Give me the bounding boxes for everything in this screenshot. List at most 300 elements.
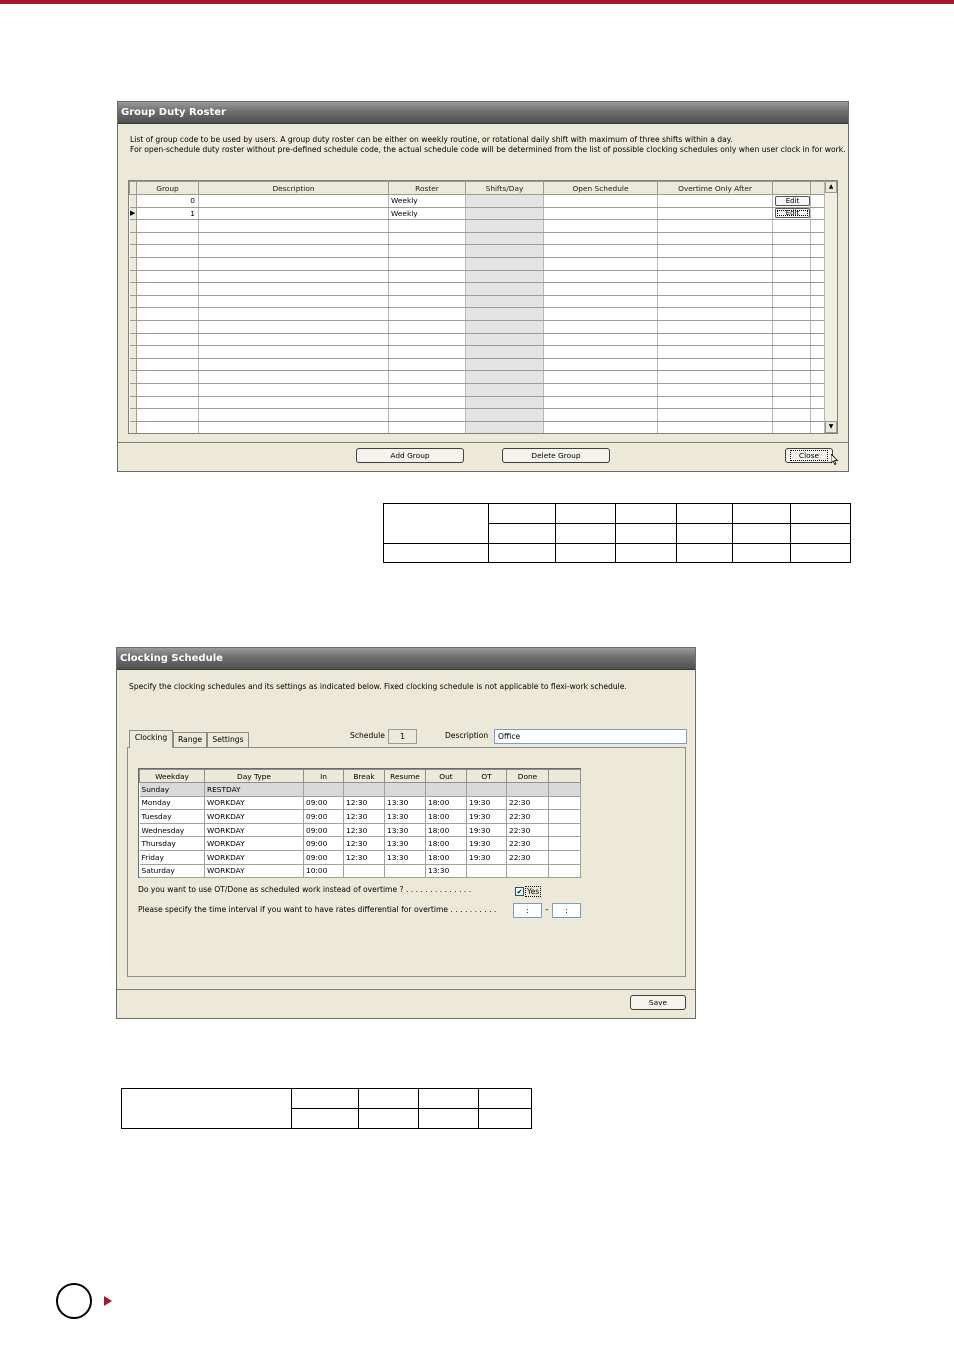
empty-cell[interactable]	[130, 245, 137, 258]
empty-cell[interactable]	[137, 283, 199, 296]
empty-cell[interactable]	[137, 220, 199, 233]
cell-group[interactable]: 0	[137, 195, 199, 208]
cell-roster[interactable]: Weekly	[389, 207, 466, 220]
empty-cell[interactable]	[544, 257, 658, 270]
empty-cell[interactable]	[658, 358, 773, 371]
empty-row[interactable]	[130, 270, 826, 283]
empty-cell[interactable]	[389, 308, 466, 321]
empty-row[interactable]	[130, 283, 826, 296]
blank-table-2	[121, 1088, 532, 1129]
empty-cell[interactable]	[130, 220, 137, 233]
empty-cell[interactable]	[658, 283, 773, 296]
empty-cell[interactable]	[137, 270, 199, 283]
empty-cell[interactable]	[137, 333, 199, 346]
empty-cell[interactable]	[544, 371, 658, 384]
empty-cell[interactable]	[466, 232, 544, 245]
empty-cell[interactable]	[658, 320, 773, 333]
cell-out[interactable]	[426, 783, 467, 797]
blank-cell	[556, 524, 616, 544]
cell-day-type[interactable]: WORKDAY	[205, 796, 304, 810]
empty-cell[interactable]	[199, 409, 389, 422]
empty-cell[interactable]	[199, 245, 389, 258]
empty-cell[interactable]	[199, 346, 389, 359]
empty-cell[interactable]	[658, 220, 773, 233]
row-selector-header	[130, 182, 137, 195]
schedule-field: 1	[388, 729, 417, 744]
cell-out[interactable]: 18:00	[426, 850, 467, 864]
empty-cell[interactable]	[658, 308, 773, 321]
cell-done[interactable]: 22:30	[507, 823, 549, 837]
blank-cell	[489, 544, 556, 563]
cell-break[interactable]	[344, 783, 385, 797]
empty-cell[interactable]	[466, 371, 544, 384]
empty-cell[interactable]	[466, 308, 544, 321]
cell-overtime-only-after[interactable]	[658, 195, 773, 208]
empty-cell[interactable]	[137, 396, 199, 409]
cell-out[interactable]: 18:00	[426, 837, 467, 851]
empty-cell[interactable]	[544, 320, 658, 333]
empty-cell[interactable]	[466, 295, 544, 308]
empty-cell[interactable]	[389, 232, 466, 245]
cell-weekday[interactable]: Tuesday	[140, 810, 205, 824]
cell-break[interactable]: 12:30	[344, 796, 385, 810]
cell-break[interactable]: 12:30	[344, 850, 385, 864]
column-header-description[interactable]: Description	[199, 182, 389, 195]
empty-cell[interactable]	[130, 270, 137, 283]
cell-filler	[549, 837, 581, 851]
empty-cell[interactable]	[466, 333, 544, 346]
cell-open-schedule[interactable]	[544, 207, 658, 220]
empty-cell[interactable]	[137, 371, 199, 384]
table-row[interactable]	[140, 823, 581, 837]
empty-cell[interactable]	[389, 333, 466, 346]
empty-cell[interactable]	[389, 383, 466, 396]
empty-cell[interactable]	[137, 308, 199, 321]
cell-done[interactable]	[507, 783, 549, 797]
empty-cell[interactable]	[137, 245, 199, 258]
clocking-schedule-table	[139, 769, 581, 878]
empty-cell[interactable]	[389, 320, 466, 333]
cell-day-type[interactable]: RESTDAY	[205, 783, 304, 797]
empty-cell[interactable]	[658, 383, 773, 396]
empty-row[interactable]	[130, 421, 826, 434]
blank-cell	[292, 1109, 359, 1129]
cell-day-type[interactable]: WORKDAY	[205, 850, 304, 864]
empty-cell[interactable]	[544, 295, 658, 308]
arrow-right-icon	[104, 1296, 112, 1306]
column-header-break: Break	[344, 770, 385, 783]
empty-cell[interactable]	[130, 295, 137, 308]
empty-cell[interactable]	[773, 396, 811, 409]
column-header-roster[interactable]: Roster	[389, 182, 466, 195]
row-selector[interactable]	[130, 195, 137, 208]
empty-cell[interactable]	[130, 257, 137, 270]
cell-open-schedule[interactable]	[544, 195, 658, 208]
empty-cell[interactable]	[199, 396, 389, 409]
empty-cell[interactable]	[199, 333, 389, 346]
cell-day-type[interactable]: WORKDAY	[205, 837, 304, 851]
empty-cell[interactable]	[389, 409, 466, 422]
empty-cell[interactable]	[544, 308, 658, 321]
empty-row[interactable]	[130, 409, 826, 422]
empty-row[interactable]	[130, 220, 826, 233]
cell-resume[interactable]: 13:30	[385, 837, 426, 851]
scroll-down-icon[interactable]: ▼	[825, 421, 837, 433]
empty-cell[interactable]	[137, 409, 199, 422]
empty-cell[interactable]	[658, 421, 773, 434]
column-header-shifts-day[interactable]: Shifts/Day	[466, 182, 544, 195]
empty-cell[interactable]	[199, 421, 389, 434]
empty-cell[interactable]	[389, 358, 466, 371]
blank-cell	[489, 504, 556, 524]
empty-cell[interactable]	[544, 421, 658, 434]
description-field[interactable]: Office	[494, 729, 687, 744]
cell-ot[interactable]: 19:30	[467, 823, 507, 837]
empty-row[interactable]	[130, 308, 826, 321]
cell-out[interactable]: 18:00	[426, 810, 467, 824]
empty-cell[interactable]	[130, 333, 137, 346]
empty-cell[interactable]	[544, 409, 658, 422]
cell-resume[interactable]	[385, 864, 426, 878]
empty-cell[interactable]	[130, 396, 137, 409]
empty-cell[interactable]	[389, 283, 466, 296]
add-group-button[interactable]: Add Group	[356, 448, 464, 463]
empty-cell[interactable]	[199, 270, 389, 283]
grid-header-row	[130, 182, 826, 195]
blank-cell	[677, 524, 733, 544]
cell-filler	[549, 810, 581, 824]
table-row[interactable]	[140, 837, 581, 851]
column-header-weekday: Weekday	[140, 770, 205, 783]
cell-weekday[interactable]: Saturday	[140, 864, 205, 878]
empty-cell[interactable]	[389, 245, 466, 258]
empty-row[interactable]	[130, 257, 826, 270]
empty-cell[interactable]	[199, 257, 389, 270]
tab-range[interactable]: Range	[173, 732, 207, 748]
blank-cell	[791, 504, 851, 524]
cell-in[interactable]: 09:00	[304, 850, 344, 864]
cell-filler	[549, 864, 581, 878]
save-button[interactable]: Save	[630, 995, 686, 1010]
empty-cell[interactable]	[658, 232, 773, 245]
empty-cell[interactable]	[773, 409, 811, 422]
empty-cell[interactable]	[658, 396, 773, 409]
empty-cell[interactable]	[658, 295, 773, 308]
cell-resume[interactable]: 13:30	[385, 796, 426, 810]
cell-ot[interactable]: 19:30	[467, 796, 507, 810]
cell-group[interactable]: 1	[137, 207, 199, 220]
cell-done[interactable]: 22:30	[507, 850, 549, 864]
empty-cell[interactable]	[773, 383, 811, 396]
empty-cell[interactable]	[466, 283, 544, 296]
empty-cell[interactable]	[137, 257, 199, 270]
empty-cell[interactable]	[773, 283, 811, 296]
empty-cell[interactable]	[389, 257, 466, 270]
empty-cell[interactable]	[658, 371, 773, 384]
cell-resume[interactable]: 13:30	[385, 823, 426, 837]
cell-done[interactable]	[507, 864, 549, 878]
cell-ot[interactable]	[467, 864, 507, 878]
empty-cell[interactable]	[773, 220, 811, 233]
empty-cell[interactable]	[466, 396, 544, 409]
empty-cell[interactable]	[199, 320, 389, 333]
blank-cell	[359, 1089, 419, 1109]
table-row[interactable]	[140, 810, 581, 824]
clocking-schedule-grid[interactable]	[138, 768, 581, 878]
empty-row[interactable]	[130, 383, 826, 396]
empty-cell[interactable]	[130, 346, 137, 359]
cell-resume[interactable]	[385, 783, 426, 797]
roster-description-line-1: List of group code to be used by users. A group duty roster can be either on weekly routine, or rotational daily shift with maximum of three shifts within a day.	[130, 135, 733, 144]
empty-row[interactable]	[130, 320, 826, 333]
cell-in[interactable]: 09:00	[304, 823, 344, 837]
empty-cell[interactable]	[199, 371, 389, 384]
mouse-cursor-icon	[831, 454, 839, 465]
empty-cell[interactable]	[773, 270, 811, 283]
column-header-group[interactable]: Group	[137, 182, 199, 195]
cell-ot[interactable]: 19:30	[467, 850, 507, 864]
cell-in[interactable]: 09:00	[304, 837, 344, 851]
column-header-overtime-only-after[interactable]: Overtime Only After	[658, 182, 773, 195]
cell-ot[interactable]	[467, 783, 507, 797]
table-row[interactable]	[140, 783, 581, 797]
empty-cell[interactable]	[658, 257, 773, 270]
cell-weekday[interactable]: Wednesday	[140, 823, 205, 837]
empty-cell[interactable]	[544, 333, 658, 346]
empty-cell[interactable]	[544, 270, 658, 283]
cell-ot[interactable]: 19:30	[467, 810, 507, 824]
empty-row[interactable]	[130, 371, 826, 384]
cell-done[interactable]: 22:30	[507, 837, 549, 851]
cell-break[interactable]: 12:30	[344, 810, 385, 824]
cell-done[interactable]: 22:30	[507, 796, 549, 810]
cell-resume[interactable]: 13:30	[385, 810, 426, 824]
edit-button[interactable]: Edit	[775, 208, 810, 218]
empty-cell[interactable]	[137, 295, 199, 308]
empty-cell[interactable]	[773, 333, 811, 346]
cell-day-type[interactable]: WORKDAY	[205, 810, 304, 824]
empty-cell[interactable]	[130, 358, 137, 371]
empty-cell[interactable]	[137, 346, 199, 359]
empty-cell[interactable]	[137, 320, 199, 333]
vertical-scrollbar[interactable]	[824, 181, 837, 433]
clocking-schedule-window	[116, 647, 696, 1019]
blank-cell	[384, 544, 489, 563]
empty-cell[interactable]	[199, 295, 389, 308]
column-header-open-schedule[interactable]: Open Schedule	[544, 182, 658, 195]
blank-table-1	[383, 503, 851, 563]
cell-ot[interactable]: 19:30	[467, 837, 507, 851]
interval-from-input[interactable]: :	[513, 903, 542, 918]
interval-separator: –	[545, 905, 549, 914]
empty-cell[interactable]	[199, 283, 389, 296]
edit-button[interactable]: Edit	[775, 196, 810, 206]
empty-cell[interactable]	[773, 358, 811, 371]
empty-row[interactable]	[130, 346, 826, 359]
cell-roster[interactable]: Weekly	[389, 195, 466, 208]
empty-cell[interactable]	[658, 346, 773, 359]
top-rule	[0, 0, 954, 4]
empty-cell[interactable]	[389, 371, 466, 384]
empty-cell[interactable]	[773, 371, 811, 384]
empty-cell[interactable]	[389, 220, 466, 233]
cell-in[interactable]: 09:00	[304, 810, 344, 824]
empty-cell[interactable]	[130, 421, 137, 434]
cell-action	[773, 195, 811, 208]
empty-row[interactable]	[130, 333, 826, 346]
empty-cell[interactable]	[466, 257, 544, 270]
empty-cell[interactable]	[544, 220, 658, 233]
empty-cell[interactable]	[389, 270, 466, 283]
empty-cell[interactable]	[389, 396, 466, 409]
empty-cell[interactable]	[544, 346, 658, 359]
empty-row[interactable]	[130, 232, 826, 245]
empty-cell[interactable]	[130, 283, 137, 296]
roster-description-line-2: For open-schedule duty roster without pre-defined schedule code, the actual schedule code will be determined from the list of possible clocking schedules only when user clock in for work.	[130, 145, 846, 154]
blank-cell	[419, 1089, 479, 1109]
table-row[interactable]	[140, 864, 581, 878]
empty-cell[interactable]	[773, 257, 811, 270]
interval-to-input[interactable]: :	[552, 903, 581, 918]
cell-break[interactable]: 12:30	[344, 837, 385, 851]
table-row[interactable]	[130, 207, 826, 220]
blank-cell	[479, 1089, 532, 1109]
empty-cell[interactable]	[130, 232, 137, 245]
empty-cell[interactable]	[544, 383, 658, 396]
cell-day-type[interactable]: WORKDAY	[205, 864, 304, 878]
current-row-indicator-icon[interactable]: ▶	[130, 207, 137, 220]
cell-break[interactable]	[344, 864, 385, 878]
cell-out[interactable]: 18:00	[426, 796, 467, 810]
empty-cell[interactable]	[544, 358, 658, 371]
empty-row[interactable]	[130, 245, 826, 258]
empty-row[interactable]	[130, 396, 826, 409]
table-row[interactable]	[130, 195, 826, 208]
delete-group-button[interactable]: Delete Group	[502, 448, 610, 463]
empty-cell[interactable]	[137, 383, 199, 396]
table-row[interactable]	[140, 850, 581, 864]
empty-cell[interactable]	[466, 421, 544, 434]
empty-cell[interactable]	[199, 220, 389, 233]
empty-cell[interactable]	[137, 421, 199, 434]
column-header-done: Done	[507, 770, 549, 783]
schedule-label: Schedule	[350, 731, 385, 740]
empty-cell[interactable]	[137, 232, 199, 245]
table-row[interactable]	[140, 796, 581, 810]
group-roster-grid[interactable]	[128, 180, 838, 434]
blank-cell	[733, 544, 791, 563]
empty-cell[interactable]	[544, 396, 658, 409]
blank-cell	[384, 504, 489, 544]
empty-cell[interactable]	[658, 245, 773, 258]
empty-cell[interactable]	[773, 295, 811, 308]
cell-weekday[interactable]: Monday	[140, 796, 205, 810]
empty-cell[interactable]	[544, 232, 658, 245]
empty-cell[interactable]	[130, 308, 137, 321]
description-label: Description	[445, 731, 489, 740]
window-title: Clocking Schedule	[117, 648, 695, 670]
empty-cell[interactable]	[389, 295, 466, 308]
blank-cell	[292, 1089, 359, 1109]
cell-weekday[interactable]: Thursday	[140, 837, 205, 851]
cell-overtime-only-after[interactable]	[658, 207, 773, 220]
empty-cell[interactable]	[466, 409, 544, 422]
empty-cell[interactable]	[130, 383, 137, 396]
cell-break[interactable]: 12:30	[344, 823, 385, 837]
empty-cell[interactable]	[466, 346, 544, 359]
scroll-up-icon[interactable]: ▲	[825, 181, 837, 193]
empty-cell[interactable]	[773, 346, 811, 359]
cell-in[interactable]: 09:00	[304, 796, 344, 810]
cell-in[interactable]	[304, 783, 344, 797]
empty-cell[interactable]	[773, 245, 811, 258]
cell-description[interactable]	[199, 195, 389, 208]
blank-cell	[419, 1109, 479, 1129]
empty-cell[interactable]	[466, 220, 544, 233]
blank-cell	[359, 1109, 419, 1129]
blank-cell	[733, 524, 791, 544]
empty-cell[interactable]	[544, 245, 658, 258]
empty-cell[interactable]	[466, 245, 544, 258]
empty-cell[interactable]	[389, 346, 466, 359]
empty-cell[interactable]	[773, 232, 811, 245]
empty-cell[interactable]	[773, 421, 811, 434]
cell-in[interactable]: 10:00	[304, 864, 344, 878]
empty-cell[interactable]	[466, 320, 544, 333]
empty-cell[interactable]	[137, 358, 199, 371]
empty-cell[interactable]	[544, 283, 658, 296]
ot-done-checkbox[interactable]: ✔	[516, 888, 523, 896]
empty-cell[interactable]	[466, 383, 544, 396]
empty-cell[interactable]	[389, 421, 466, 434]
empty-cell[interactable]	[773, 320, 811, 333]
cell-description[interactable]	[199, 207, 389, 220]
empty-row[interactable]	[130, 295, 826, 308]
cell-resume[interactable]: 13:30	[385, 850, 426, 864]
empty-cell[interactable]	[773, 308, 811, 321]
empty-cell[interactable]	[658, 333, 773, 346]
cell-done[interactable]: 22:30	[507, 810, 549, 824]
cell-out[interactable]: 18:00	[426, 823, 467, 837]
empty-row[interactable]	[130, 358, 826, 371]
blank-cell	[122, 1089, 292, 1129]
empty-cell[interactable]	[658, 270, 773, 283]
cell-weekday[interactable]: Sunday	[140, 783, 205, 797]
empty-cell[interactable]	[466, 270, 544, 283]
blank-cell	[556, 504, 616, 524]
tab-clocking[interactable]: Clocking	[129, 730, 173, 748]
close-button[interactable]	[785, 448, 833, 463]
blank-cell	[616, 524, 677, 544]
empty-cell[interactable]	[658, 409, 773, 422]
tab-settings[interactable]: Settings	[207, 732, 249, 748]
empty-cell[interactable]	[466, 358, 544, 371]
ot-done-checkbox-label[interactable]: Yes	[527, 887, 540, 896]
blank-cell	[733, 504, 791, 524]
empty-cell[interactable]	[130, 320, 137, 333]
empty-cell[interactable]	[199, 383, 389, 396]
cell-weekday[interactable]: Friday	[140, 850, 205, 864]
column-header-in: In	[304, 770, 344, 783]
blank-cell	[677, 544, 733, 563]
cell-out[interactable]: 13:30	[426, 864, 467, 878]
empty-cell[interactable]	[199, 308, 389, 321]
empty-cell[interactable]	[199, 358, 389, 371]
empty-cell[interactable]	[199, 232, 389, 245]
empty-cell[interactable]	[130, 409, 137, 422]
cell-day-type[interactable]: WORKDAY	[205, 823, 304, 837]
empty-cell[interactable]	[130, 371, 137, 384]
